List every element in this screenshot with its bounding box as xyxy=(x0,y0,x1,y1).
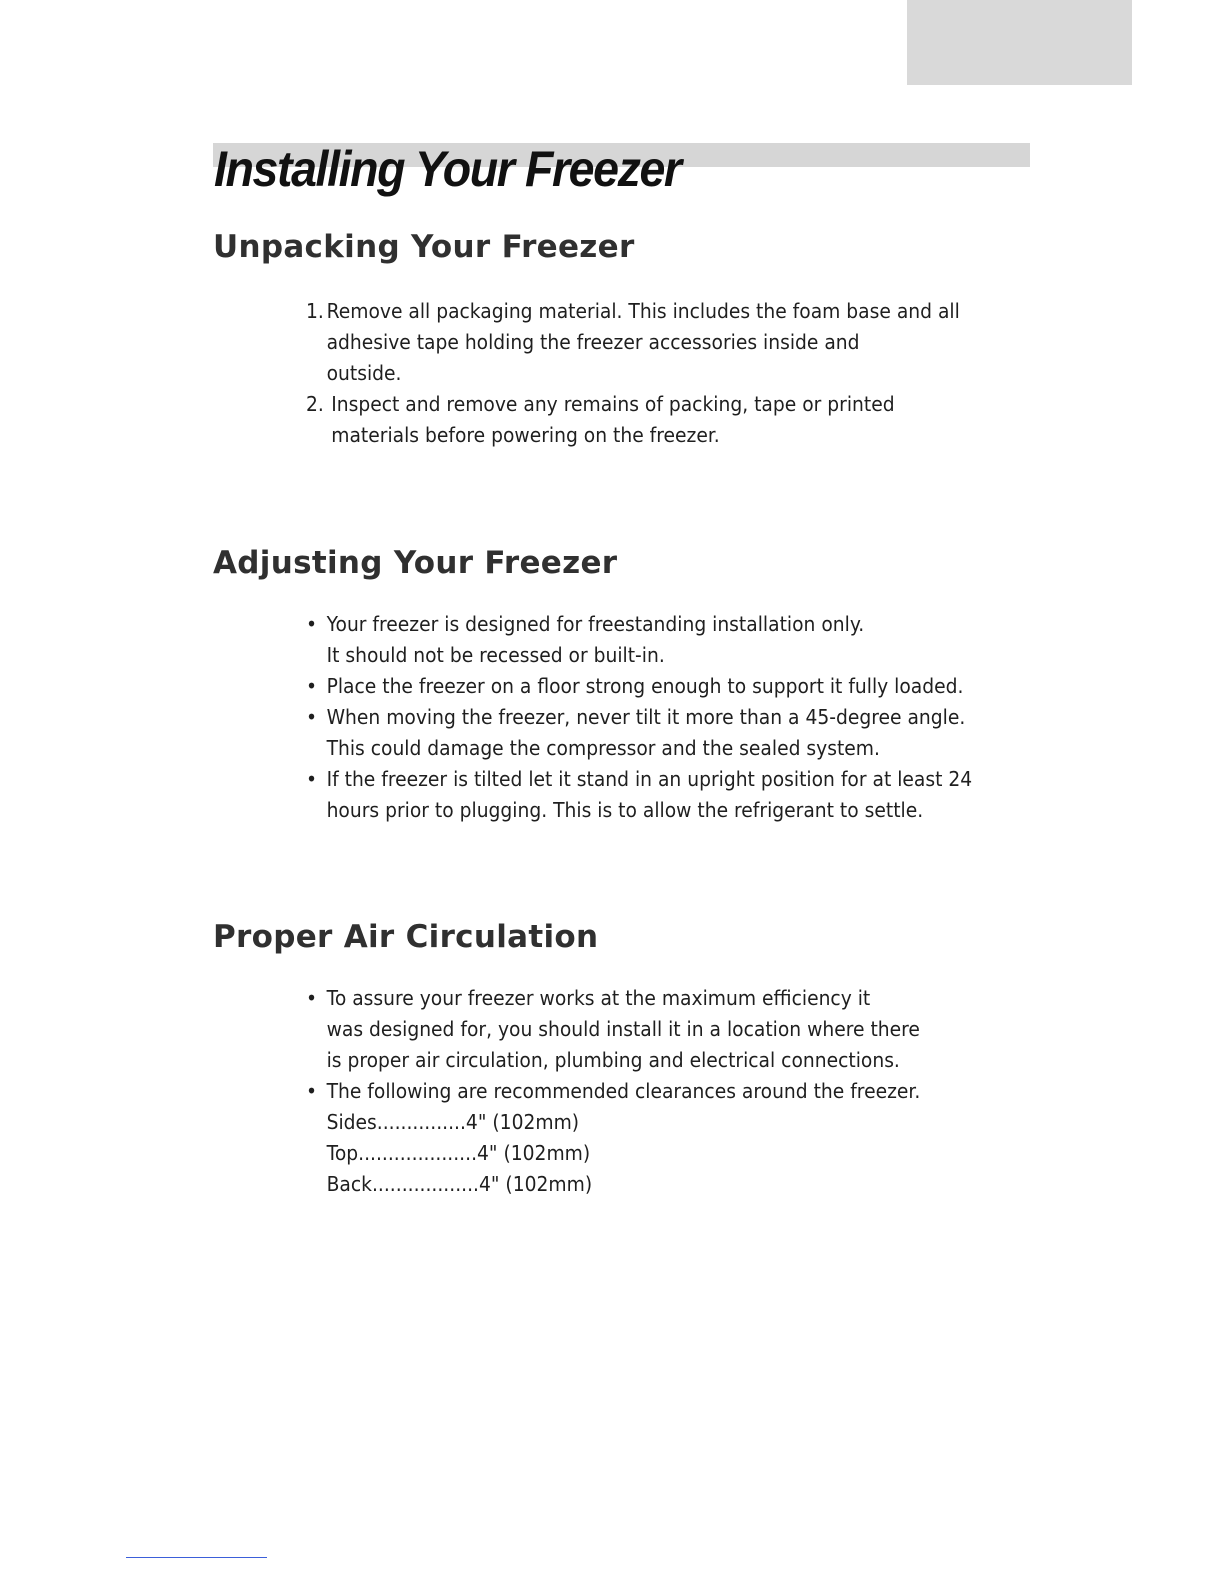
clearance-leader: ............... xyxy=(376,1110,466,1134)
section-heading-air-circulation: Proper Air Circulation xyxy=(213,919,599,955)
list-item xyxy=(306,1076,920,1200)
item-line: is proper air circulation, plumbing and electrical connections. xyxy=(326,1048,900,1072)
list-item xyxy=(306,609,972,671)
clearance-value: 4" (102mm) xyxy=(465,1110,580,1134)
section-heading-adjusting: Adjusting Your Freezer xyxy=(213,545,618,581)
item-line: When moving the freezer, never tilt it more than a 45-degree angle. xyxy=(326,705,966,729)
step-number: 2. xyxy=(306,392,324,416)
item-line: was designed for, you should install it in a location where there xyxy=(326,1017,920,1041)
list-item xyxy=(306,764,972,826)
item-line: Inspect and remove any remains of packing, tape or printed xyxy=(331,392,895,416)
clearance-row-sides xyxy=(327,1107,921,1138)
item-line: This could damage the compressor and the sealed system. xyxy=(326,736,880,760)
clearance-value: 4" (102mm) xyxy=(478,1172,593,1196)
clearance-row-top xyxy=(327,1138,921,1169)
list-item xyxy=(306,296,960,389)
item-line: materials before powering on the freezer. xyxy=(331,423,720,447)
clearance-label: Sides xyxy=(326,1110,377,1134)
item-line: adhesive tape holding the freezer accessories inside and xyxy=(326,330,860,354)
bullet-icon: • xyxy=(306,1079,318,1103)
clearance-label: Back xyxy=(326,1172,372,1196)
page-title: Installing Your Freezer xyxy=(214,141,681,197)
corner-tab xyxy=(907,0,1132,85)
bullet-icon: • xyxy=(306,986,318,1010)
clearance-leader: .................. xyxy=(371,1172,479,1196)
item-line: To assure your freezer works at the maximum efficiency it xyxy=(326,986,871,1010)
bullet-icon: • xyxy=(306,705,318,729)
air-circulation-bullets xyxy=(306,983,920,1200)
item-line: Remove all packaging material. This includes the foam base and all xyxy=(326,299,960,323)
bullet-icon: • xyxy=(306,767,318,791)
clearance-label: Top xyxy=(326,1141,359,1165)
clearance-value: 4" (102mm) xyxy=(477,1141,591,1165)
list-item xyxy=(306,702,972,764)
item-line: Your freezer is designed for freestanding installation only. xyxy=(326,612,865,636)
unpacking-steps xyxy=(306,296,960,451)
list-item xyxy=(306,389,960,451)
item-line: The following are recommended clearances around the freezer. xyxy=(326,1079,921,1103)
clearance-leader: .................... xyxy=(358,1141,478,1165)
item-line: outside. xyxy=(326,361,402,385)
item-line: Place the freezer on a floor strong enough to support it fully loaded. xyxy=(326,674,964,698)
list-item xyxy=(306,671,972,702)
clearance-row-back xyxy=(327,1169,921,1200)
section-heading-unpacking: Unpacking Your Freezer xyxy=(213,229,635,265)
item-line: It should not be recessed or built-in. xyxy=(326,643,665,667)
bullet-icon: • xyxy=(306,674,318,698)
item-line: If the freezer is tilted let it stand in an upright position for at least 24 xyxy=(326,767,973,791)
footer-rule xyxy=(126,1557,267,1558)
bullet-icon: • xyxy=(306,612,318,636)
step-number: 1. xyxy=(306,299,324,323)
list-item xyxy=(306,983,920,1076)
item-line: hours prior to plugging. This is to allow the refrigerant to settle. xyxy=(326,798,924,822)
adjusting-bullets xyxy=(306,609,972,826)
